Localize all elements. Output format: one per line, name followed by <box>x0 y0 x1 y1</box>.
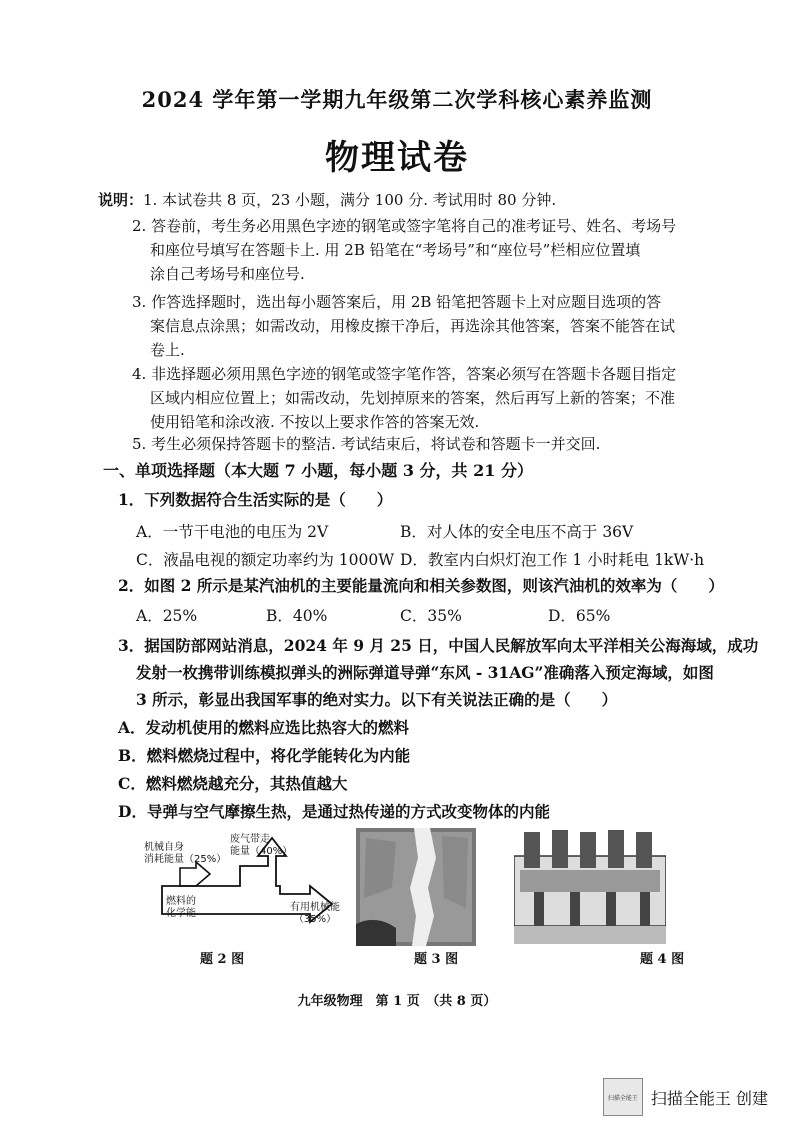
label-useful-mechanical: 有用机械能 （35%） <box>290 902 340 925</box>
label-exhaust: 废气带走 能量（40%） <box>230 834 293 857</box>
question-3-line-3: 3 所示，彰显出我国军事的绝对实力。以下有关说法正确的是（ ） <box>136 690 618 709</box>
figure-4-engine-photo <box>514 826 666 946</box>
question-3-option-d: D．导弹与空气摩擦生热，是通过热传递的方式改变物体的内能 <box>118 802 550 821</box>
instruction-item-3: 3. 作答选择题时，选出每小题答案后，用 2B 铅笔把答题卡上对应题目选项的答 <box>132 293 662 311</box>
instruction-item-4-cont: 区域内相应位置上；如需改动，先划掉原来的答案，然后再写上新的答案；不准 <box>150 389 676 407</box>
question-1-option-d: D．教室内白炽灯泡工作 1 小时耗电 1kW·h <box>400 551 705 569</box>
question-3-line-2: 发射一枚携带训练模拟弹头的洲际弹道导弹“东风 - 31AG”准确落入预定海域，如图 <box>136 663 714 682</box>
instruction-item-1: 说明：1. 本试卷共 8 页，23 小题，满分 100 分. 考试用时 80 分钟. <box>98 191 557 209</box>
question-1-option-c: C．液晶电视的额定功率约为 1000W <box>136 551 395 569</box>
question-3-option-c: C．燃料燃烧越充分，其热值越大 <box>118 774 348 793</box>
label-self-consumption: 机械自身 消耗能量（25%） <box>144 842 227 865</box>
question-1-option-b: B．对人体的安全电压不高于 36V <box>400 523 634 541</box>
figure-2-energy-flow <box>140 826 360 946</box>
instruction-item-4: 4. 非选择题必须用黑色字迹的钢笔或签字笔作答，答案必须写在答题卡各题目指定 <box>132 365 677 383</box>
question-2-option-c: C．35% <box>400 607 462 625</box>
instruction-item-4-cont: 使用铅笔和涂改液. 不按以上要求作答的答案无效. <box>150 413 480 431</box>
question-1-option-a: A．一节干电池的电压为 2V <box>136 523 329 541</box>
figure-3-caption: 题 3 图 <box>414 952 459 967</box>
exam-subject-title: 物理试卷 <box>325 138 469 178</box>
question-2-option-d: D．65% <box>548 607 611 625</box>
instructions-label: 说明： <box>98 191 144 209</box>
figure-4-caption: 题 4 图 <box>640 952 685 967</box>
figure-2-caption: 题 2 图 <box>200 952 245 967</box>
instruction-item-2-cont: 涂自己考场号和座位号. <box>150 265 305 283</box>
scanner-logo-icon: 扫描全能王 <box>603 1078 643 1116</box>
question-3-line-1: 3．据国防部网站消息，2024 年 9 月 25 日，中国人民解放军向太平洋相关公海海域，成功 <box>118 636 759 655</box>
question-1-stem: 1．下列数据符合生活实际的是（ ） <box>118 490 393 509</box>
instruction-item-2: 2. 答卷前，考生务必用黑色字迹的钢笔或签字笔将自己的准考证号、姓名、考场号 <box>132 217 677 235</box>
page-footer: 九年级物理 第 1 页 （共 8 页） <box>297 994 497 1009</box>
question-2-stem: 2．如图 2 所示是某汽油机的主要能量流向和相关参数图，则该汽油机的效率为（ ） <box>118 576 724 595</box>
question-2-option-a: A．25% <box>136 607 198 625</box>
exam-title: 2024 学年第一学期九年级第二次学科核心素养监测 <box>141 87 653 112</box>
instruction-item-5: 5. 考生必须保持答题卡的整洁. 考试结束后，将试卷和答题卡一并交回. <box>132 435 601 453</box>
label-fuel-chemical: 燃料的 化学能 <box>166 896 196 919</box>
instruction-item-3-cont: 案信息点涂黑；如需改动，用橡皮擦干净后，再选涂其他答案，答案不能答在试 <box>150 317 676 335</box>
scanner-watermark <box>603 1078 768 1116</box>
section-heading: 一、单项选择题（本大题 7 小题，每小题 3 分，共 21 分） <box>103 461 533 480</box>
question-3-option-a: A．发动机使用的燃料应选比热容大的燃料 <box>118 718 410 737</box>
instruction-item-3-cont: 卷上. <box>150 341 185 359</box>
question-2-option-b: B．40% <box>266 607 328 625</box>
watermark-text: 扫描全能王 创建 <box>650 1088 768 1108</box>
instruction-item-2-cont: 和座位号填写在答题卡上. 用 2B 铅笔在“考场号”和“座位号”栏相应位置填 <box>150 241 641 259</box>
figure-3-missile-photo <box>356 828 476 946</box>
question-3-option-b: B．燃料燃烧过程中，将化学能转化为内能 <box>118 746 411 765</box>
